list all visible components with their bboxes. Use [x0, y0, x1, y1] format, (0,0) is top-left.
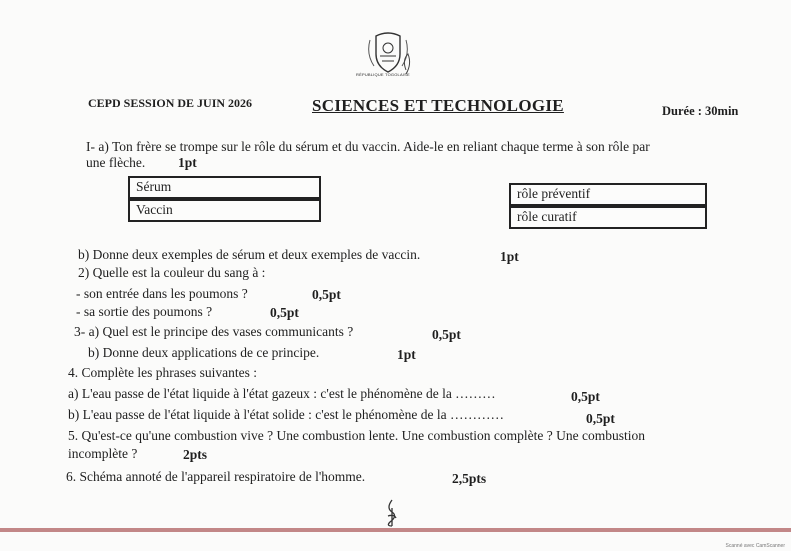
q1b-text: b) Donne deux exemples de sérum et deux exemples de vaccin. — [78, 247, 421, 262]
q3b-text: b) Donne deux applications de ce principe. — [88, 345, 320, 360]
q3b-points: 1pt — [397, 347, 416, 362]
q1a-line2: une flèche. — [86, 155, 146, 170]
q6-points: 2,5pts — [452, 471, 487, 486]
q3a-points: 0,5pt — [432, 327, 461, 342]
q1a-line1: I- a) Ton frère se trompe sur le rôle du sérum et du vaccin. Aide-le en reliant chaque terme à son rôle par — [86, 139, 650, 154]
q2-item2: - sa sortie des poumons ? — [76, 304, 213, 319]
signature-icon — [380, 498, 404, 528]
q4-title: 4. Complète les phrases suivantes : — [68, 365, 257, 380]
q4a-points: 0,5pt — [571, 389, 600, 404]
subject-title: SCIENCES ET TECHNOLOGIE — [312, 96, 564, 115]
scanner-watermark: Scanné avec CamScanner — [725, 543, 785, 549]
q5-points: 2pts — [183, 447, 208, 462]
duration-label: Durée : 30min — [662, 104, 739, 118]
q5-line1: 5. Qu'est-ce qu'une combustion vive ? Une combustion lente. Une combustion complète ? Une combustion — [68, 428, 645, 443]
q2-item1: - son entrée dans les poumons ? — [76, 286, 248, 301]
role-curatif-box: rôle curatif — [509, 206, 707, 229]
term-vaccin-box: Vaccin — [128, 199, 321, 222]
q4b-points: 0,5pt — [586, 411, 615, 426]
q1b-points: 1pt — [500, 249, 519, 264]
q3a-text: 3- a) Quel est le principe des vases communicants ? — [74, 324, 354, 339]
bottom-rule — [0, 528, 791, 532]
q1a-points: 1pt — [178, 155, 197, 170]
q2-item1-points: 0,5pt — [312, 287, 341, 302]
q2-item2-points: 0,5pt — [270, 305, 299, 320]
emblem-caption: RÉPUBLIQUE TOGOLAISE — [356, 72, 410, 77]
term-serum-box: Sérum — [128, 176, 321, 199]
q4a-text: a) L'eau passe de l'état liquide à l'état gazeux : c'est le phénomène de la ……… — [68, 386, 496, 401]
role-preventif-box: rôle préventif — [509, 183, 707, 206]
q6-text: 6. Schéma annoté de l'appareil respiratoire de l'homme. — [66, 469, 366, 484]
session-label: CEPD SESSION DE JUIN 2026 — [88, 96, 253, 110]
q4b-text: b) L'eau passe de l'état liquide à l'état solide : c'est le phénomène de la ………… — [68, 407, 504, 422]
q2-title: 2) Quelle est la couleur du sang à : — [78, 265, 266, 280]
q5-line2: incomplète ? — [68, 446, 138, 461]
